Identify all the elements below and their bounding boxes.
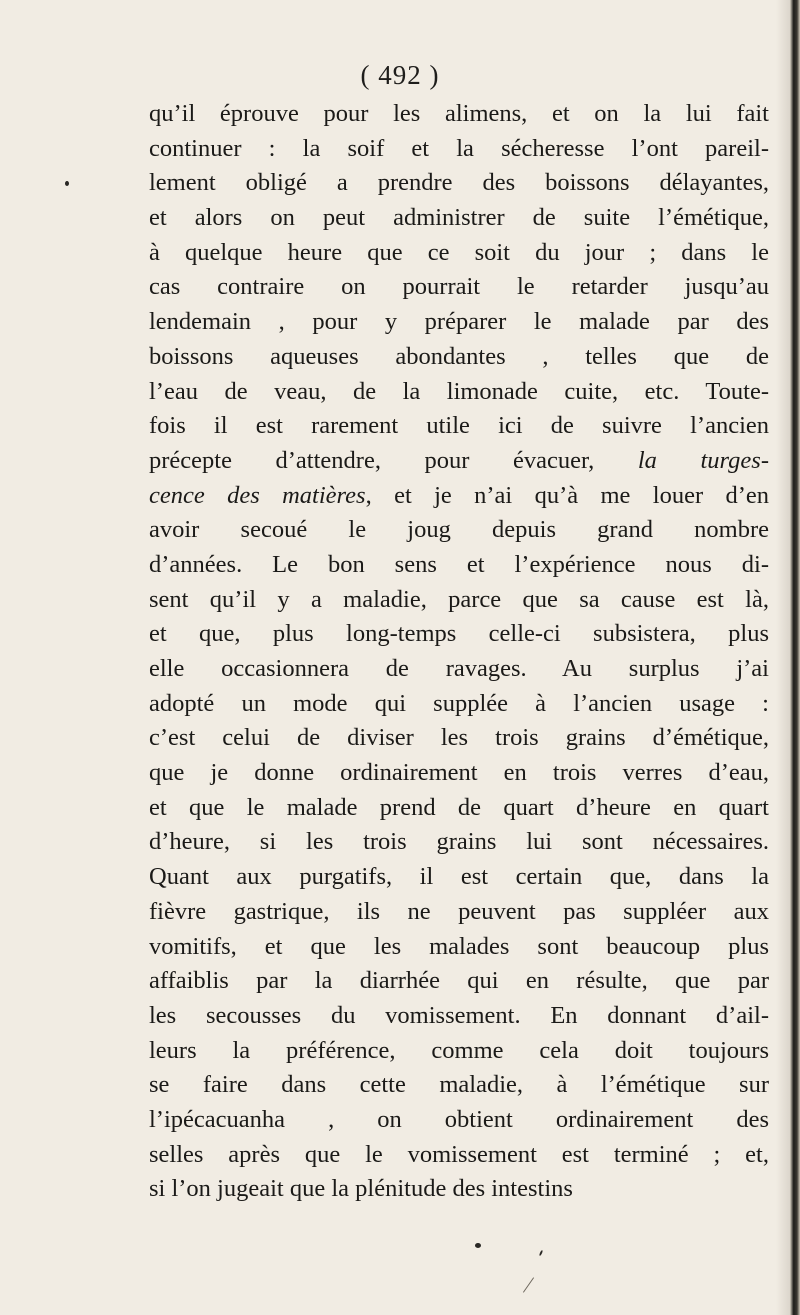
text-line: et que, plus long-temps celle-ci subsistera, plus: [149, 620, 769, 648]
text-line: lendemain , pour y préparer le malade par des: [149, 308, 769, 336]
text-line: d’années. Le bon sens et l’expérience nous di-: [149, 550, 769, 578]
text-line: l’ipécacuanha , on obtient ordinairement des: [149, 1105, 769, 1133]
text-line: Quant aux purgatifs, il est certain que, dans la: [149, 863, 769, 891]
text-line: avoir secoué le joug depuis grand nombre: [149, 516, 769, 544]
text-line-mixed: [149, 444, 769, 479]
text-italic: cence des matières: [149, 481, 366, 509]
text-line: que je donne ordinairement en trois verres d’eau,: [149, 759, 769, 787]
ink-speck: [523, 1277, 534, 1292]
text-line: d’heure, si les trois grains lui sont nécessaires.: [149, 828, 769, 856]
text-line: si l’on jugeait que la plénitude des intestins: [149, 1175, 573, 1203]
text-line: boissons aqueuses abondantes , telles que de: [149, 342, 769, 370]
ink-speck: [475, 1243, 481, 1248]
text-line: continuer : la soif et la sécheresse l’ont pareil-: [149, 134, 769, 162]
text-roman: , et je n’ai qu’à me louer d’en: [365, 481, 769, 509]
text-line: elle occasionnera de ravages. Au surplus j’ai: [149, 655, 769, 682]
text-line: à quelque heure que ce soit du jour ; dans le: [149, 238, 769, 266]
page-edge-shadow: [776, 0, 790, 1315]
ink-speck: [65, 181, 69, 186]
ink-speck: [539, 1250, 543, 1256]
text-line: selles après que le vomissement est terminé ; et,: [149, 1140, 769, 1168]
text-line: l’eau de veau, de la limonade cuite, etc. Toute-: [149, 377, 769, 405]
text-line: adopté un mode qui supplée à l’ancien usage :: [149, 689, 769, 717]
text-line: c’est celui de diviser les trois grains d’émétique,: [149, 724, 769, 752]
text-line: vomitifs, et que les malades sont beaucoup plus: [149, 932, 769, 960]
text-line: affaiblis par la diarrhée qui en résulte, que par: [149, 967, 769, 995]
text-line: fièvre gastrique, ils ne peuvent pas suppléer aux: [149, 897, 769, 925]
text-line: qu’il éprouve pour les alimens, et on la lui fait: [149, 100, 769, 127]
text-line: et que le malade prend de quart d’heure en quart: [149, 793, 769, 821]
text-roman: précepte d’attendre, pour évacuer,: [149, 446, 638, 474]
text-line: leurs la préférence, comme cela doit toujours: [149, 1036, 769, 1064]
body-text: [149, 97, 769, 1207]
text-line: et alors on peut administrer de suite l’émétique,: [149, 204, 769, 232]
page-number: ( 492 ): [360, 60, 440, 90]
text-line: sent qu’il y a maladie, parce que sa cause est là,: [149, 585, 769, 613]
text-line: lement obligé a prendre des boissons délayantes,: [149, 169, 769, 197]
text-line: se faire dans cette maladie, à l’émétique sur: [149, 1071, 769, 1099]
text-line: fois il est rarement utile ici de suivre l’ancien: [149, 412, 769, 440]
text-line: les secousses du vomissement. En donnant d’ail-: [149, 1001, 769, 1029]
text-line-mixed: [149, 479, 769, 514]
text-italic: la turges-: [637, 446, 769, 474]
page-binding-edge: [790, 0, 800, 1315]
text-line: cas contraire on pourrait le retarder jusqu’au: [149, 273, 769, 301]
